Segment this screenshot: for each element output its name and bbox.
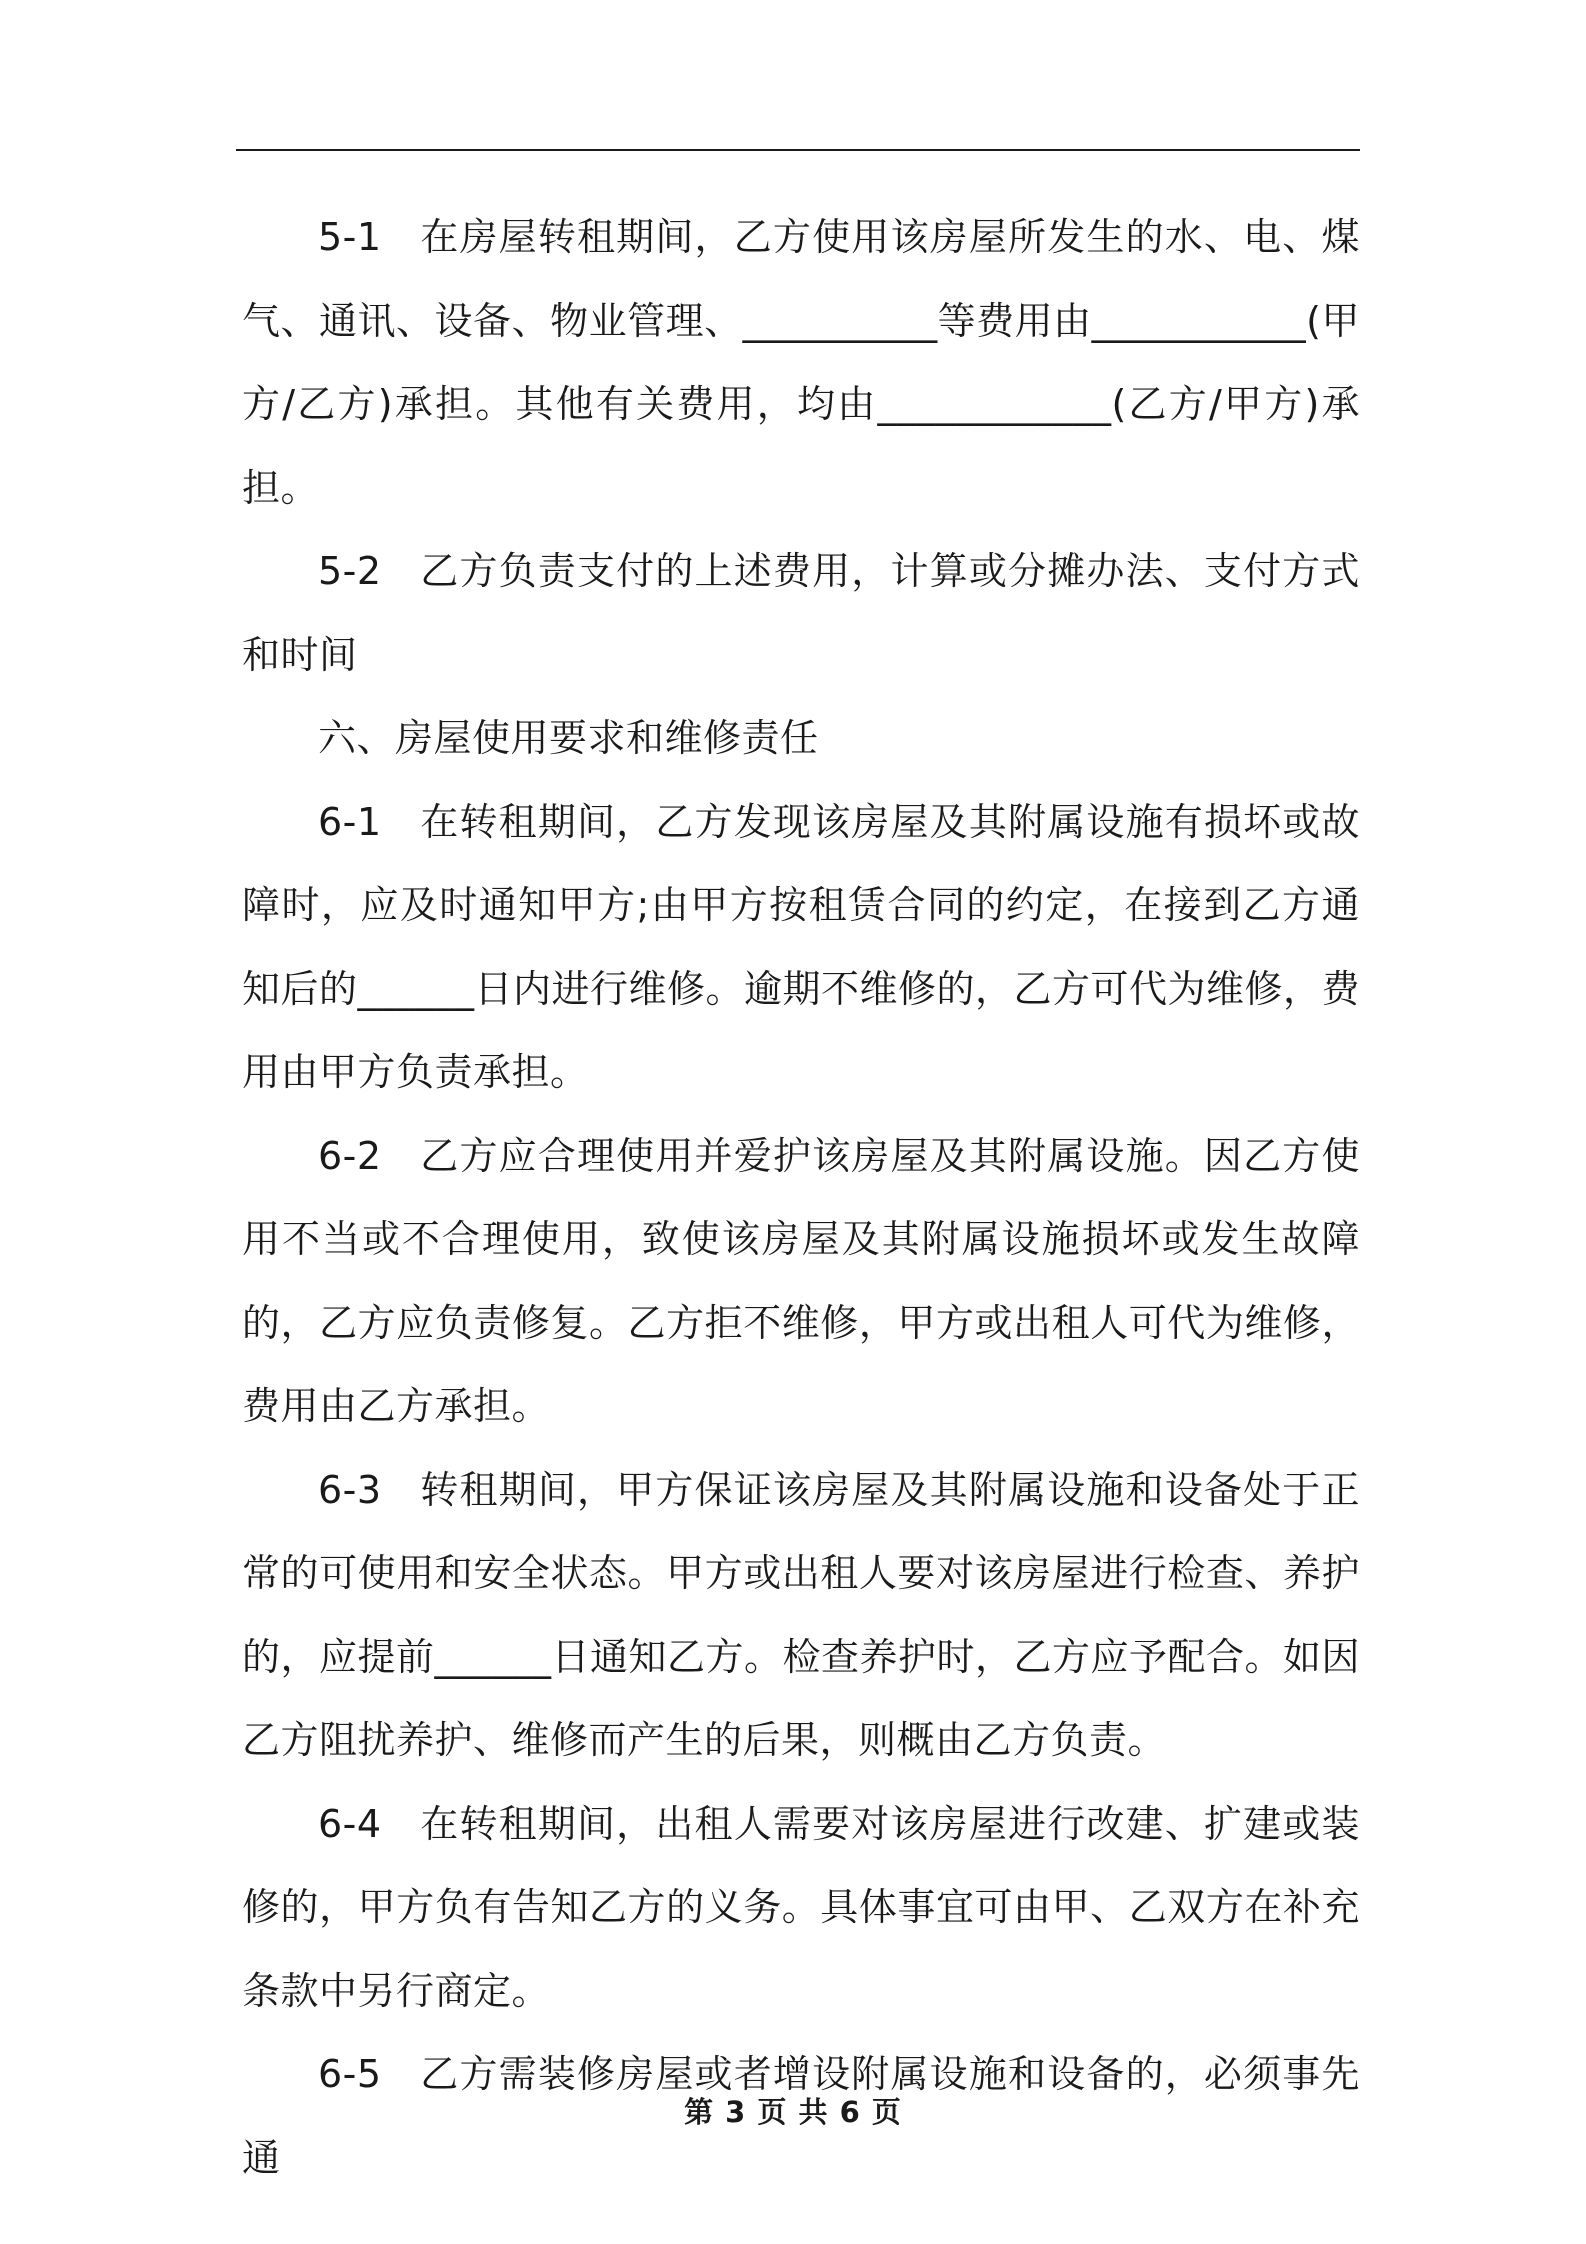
page-footer: 第 3 页 共 6 页 [684,2095,902,2129]
clause-6-1 [242,781,1360,1115]
clause-text: 在转租期间，乙方发现该房屋及其附属设施有损坏或故障时，应及时通知甲方;由甲方按租赁合同的约定，在接到乙方通知后的______日内进行维修。逾期不维修的，乙方可代为维修，费用由甲方负责承担。 [242,799,1361,1094]
clause-text: 在转租期间，出租人需要对该房屋进行改建、扩建或装修的，甲方负有告知乙方的义务。具体事宜可由甲、乙双方在补充条款中另行商定。 [242,1801,1360,2013]
document-body [242,196,1360,2200]
section-heading: 六、房屋使用要求和维修责任 [318,716,819,760]
clause-number: 6-5 [318,2052,382,2096]
clause-number: 5-1 [318,215,382,259]
clause-number: 6-3 [318,1467,382,1512]
clause-text: 乙方负责支付的上述费用，计算或分摊办法、支付方式和时间 [242,549,1360,677]
clause-text: 在房屋转租期间，乙方使用该房屋所发生的水、电、煤气、通讯、设备、物业管理、__________等费用由___________(甲方/乙方)承担。其他有关费用，均由____________(乙方/甲方)承担。 [242,215,1360,510]
header-rule [236,149,1360,151]
clause-6-3 [242,1449,1360,1783]
clause-5-2 [242,530,1360,697]
clause-6-2 [242,1115,1360,1449]
clause-number: 6-1 [318,799,382,844]
clause-5-1 [242,196,1360,530]
clause-number: 6-2 [318,1133,382,1178]
clause-number: 6-4 [318,1801,382,1846]
clause-text: 转租期间，甲方保证该房屋及其附属设施和设备处于正常的可使用和安全状态。甲方或出租人要对该房屋进行检查、养护的，应提前______日通知乙方。检查养护时，乙方应予配合。如因乙方阻扰养护、维修而产生的后果，则概由乙方负责。 [242,1467,1361,1762]
clause-text: 乙方应合理使用并爱护该房屋及其附属设施。因乙方使用不当或不合理使用，致使该房屋及其附属设施损坏或发生故障的，乙方应负责修复。乙方拒不维修，甲方或出租人可代为维修，费用由乙方承担。 [242,1133,1360,1428]
clause-number: 5-2 [318,549,382,593]
clause-6-4 [242,1783,1360,2034]
clause-text: 乙方需装修房屋或者增设附属设施和设备的，必须事先通 [242,2052,1360,2180]
